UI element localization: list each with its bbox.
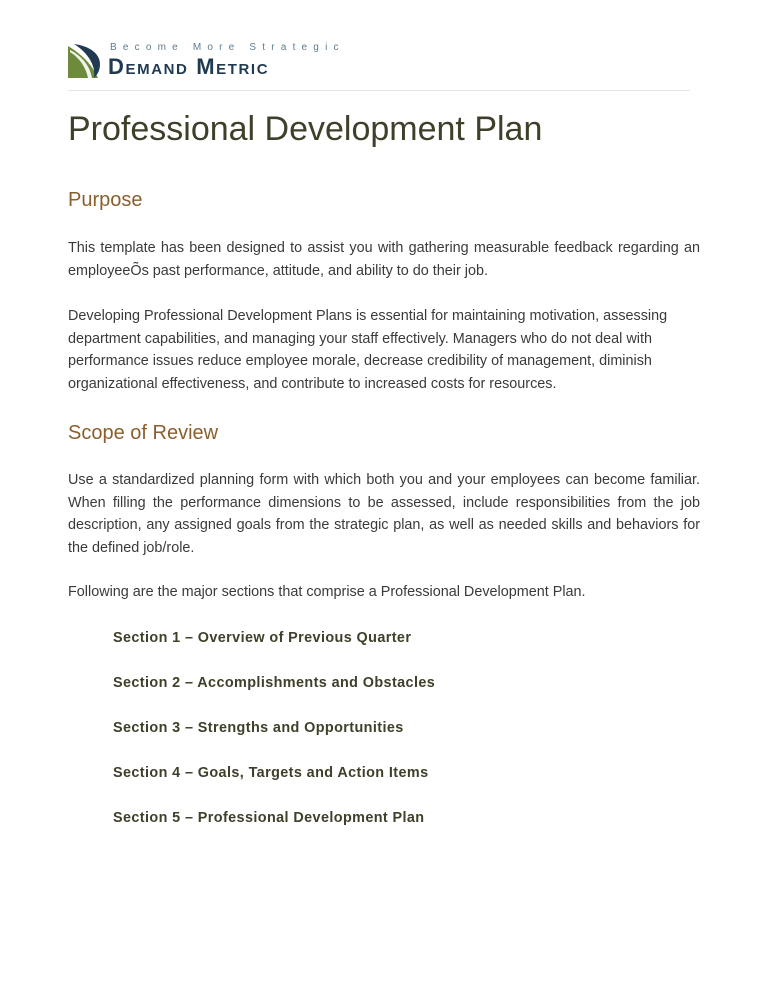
purpose-heading: Purpose	[68, 189, 143, 211]
scope-paragraph-2: Following are the major sections that comprise a Professional Development Plan.	[68, 584, 586, 600]
document-header	[68, 40, 690, 91]
scope-paragraph-1: Use a standardized planning form with which both you and your employees can become familiar. When filling the performance dimensions to be assessed, include responsibilities from the job description, any assigned goals from the strategic plan, as well as needed skills and behaviors for the defined job/role.	[68, 472, 700, 556]
purpose-paragraph-2: Developing Professional Development Plans is essential for maintaining motivation, assessing department capabilities, and managing your staff effectively. Managers who do not deal with performance issues reduce employee morale, decrease credibility of management, diminish organizational effectiveness, and contribute to increased costs for resources.	[68, 308, 668, 392]
section-item-4: Section 4 – Goals, Targets and Action Items	[113, 765, 429, 781]
section-item-5: Section 5 – Professional Development Plan	[113, 810, 425, 826]
purpose-paragraph-1: This template has been designed to assist you with gathering measurable feedback regarding an employeeÕs past performance, attitude, and ability to do their job.	[68, 240, 700, 279]
page-title: Professional Development Plan	[68, 110, 543, 148]
scope-heading: Scope of Review	[68, 422, 219, 444]
brand-tagline: Become More Strategic	[110, 42, 345, 53]
section-item-1: Section 1 – Overview of Previous Quarter	[113, 630, 412, 646]
demand-metric-logo-icon	[68, 44, 100, 78]
brand-name: Demand Metric	[108, 54, 270, 79]
section-item-3: Section 3 – Strengths and Opportunities	[113, 720, 404, 736]
section-item-2: Section 2 – Accomplishments and Obstacles	[113, 675, 436, 691]
